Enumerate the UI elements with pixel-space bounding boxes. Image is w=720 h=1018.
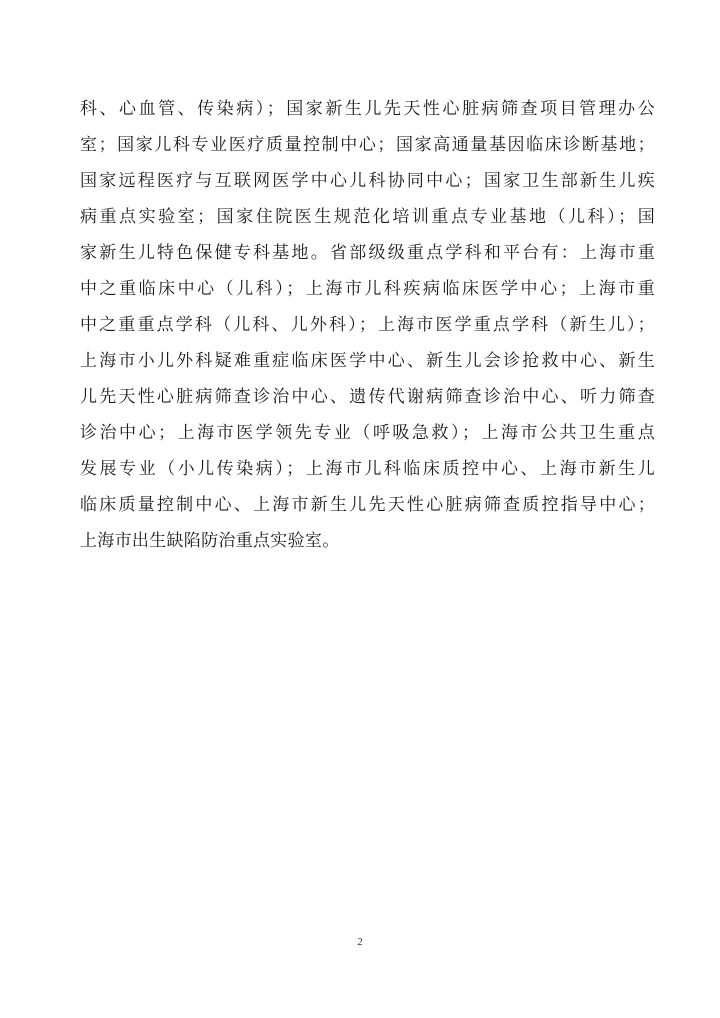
paragraph-line: 临床质量控制中心、上海市新生儿先天性心脏病筛查质控指导中心； [80,495,655,515]
paragraph-line: 上海市出生缺陷防治重点实验室。 [80,531,340,551]
paragraph-line: 发展专业（小儿传染病）；上海市儿科临床质控中心、上海市新生儿 [80,459,655,479]
paragraph-line: 家新生儿特色保健专科基地。省部级级重点学科和平台有：上海市重 [80,243,655,263]
paragraph-line: 上海市小儿外科疑难重症临床医学中心、新生儿会诊抢救中心、新生 [80,351,655,371]
paragraph-line: 科、心血管、传染病）；国家新生儿先天性心脏病筛查项目管理办公 [80,99,655,119]
paragraph-line: 诊治中心；上海市医学领先专业（呼吸急救）；上海市公共卫生重点 [80,423,655,443]
body-paragraph [80,91,655,559]
paragraph-line: 国家远程医疗与互联网医学中心儿科协同中心；国家卫生部新生儿疾 [80,171,655,191]
paragraph-line: 中之重重点学科（儿科、儿外科）；上海市医学重点学科（新生儿）； [80,315,655,335]
paragraph-line: 中之重临床中心（儿科）；上海市儿科疾病临床医学中心；上海市重 [80,279,655,299]
paragraph-line: 儿先天性心脏病筛查诊治中心、遗传代谢病筛查诊治中心、听力筛查 [80,387,655,407]
paragraph-line: 室；国家儿科专业医疗质量控制中心；国家高通量基因临床诊断基地； [80,135,655,155]
paragraph-line: 病重点实验室；国家住院医生规范化培训重点专业基地（儿科）；国 [80,207,655,227]
page-number: 2 [357,936,363,948]
